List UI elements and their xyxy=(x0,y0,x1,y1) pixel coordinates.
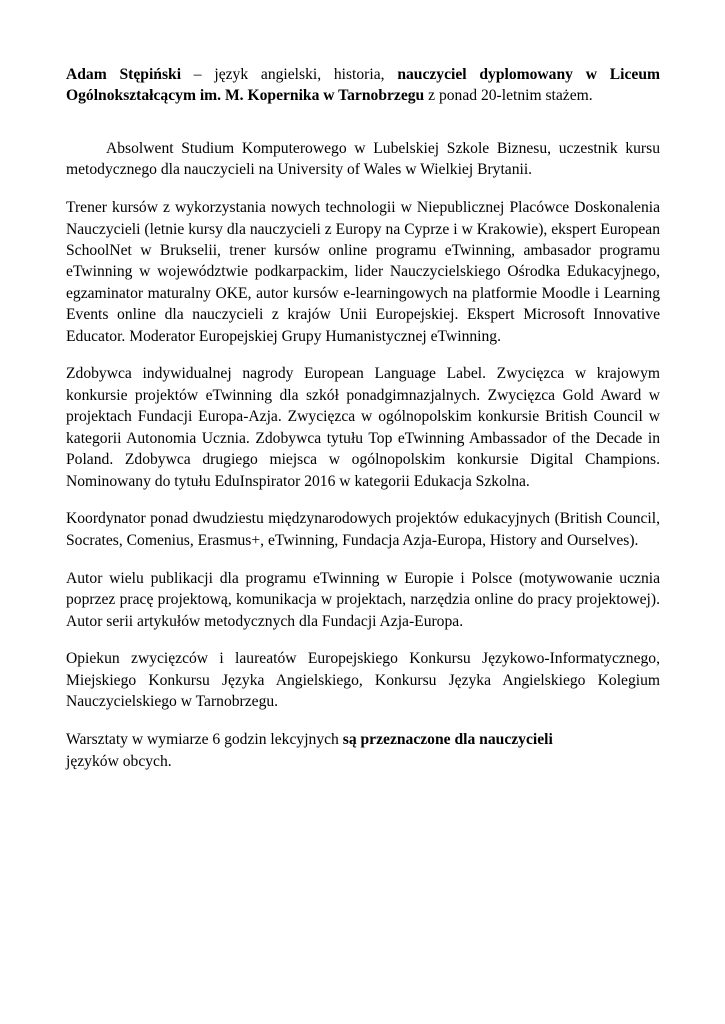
workshop-paragraph xyxy=(66,729,660,772)
document-page xyxy=(66,64,660,788)
author-name: Adam Stępiński xyxy=(66,66,182,83)
publications-paragraph: Autor wielu publikacji dla programu eTwinning w Europie i Polsce (motywowanie ucznia poprzez pracę projektową, komunikacja w projektach, narzędzia online do pracy projektowej). Autor serii artykułów metodycznych dla Fundacji Azja-Europa. xyxy=(66,569,660,630)
mentor-paragraph: Opiekun zwycięzców i laureatów Europejskiego Konkursu Językowo-Informatycznego, Miejskiego Konkursu Języka Angielskiego, Konkursu Języka Angielskiego Kolegium Nauczycielskiego w Tarnobrzegu. xyxy=(66,650,660,711)
workshop-audience: są przeznaczone dla nauczycieli xyxy=(342,731,553,749)
trainer-paragraph: Trener kursów z wykorzystania nowych technologii w Niepublicznej Placówce Doskonalenia Nauczycieli (letnie kursy dla nauczycieli z Europy na Cyprze i w Krakowie), ekspert European SchoolNet w Brukselii, trener kursów online programu eTwinning, ambasador programu eTwinning w województwie podkarpackim, lider Nauczycielskiego Ośrodka Edukacyjnego, egzaminator maturalny OKE, autor kursów e-learningowych na platformie Moodle i Learning Events online dla nauczycieli z krajów Unii Europejskiej. Ekspert Microsoft Innovative Educator. Moderator Europejskiej Grupy Humanistycznej eTwinning. xyxy=(66,199,660,345)
subjects-text: – język angielski, historia, xyxy=(181,66,398,83)
awards-paragraph: Zdobywca indywidualnej nagrody European Language Label. Zwycięzca w krajowym konkursie projektów eTwinning dla szkół ponadgimnazjalnych. Zwycięzca Gold Award w projektach Fundacji Europa-Azja. Zwycięzca w ogólnopolskim konkursie British Council w kategorii Autonomia Ucznia. Zdobywca tytułu Top eTwinning Ambassador of the Decade in Poland. Zdobywca drugiego miejsca w ogólnopolskim konkursie Digital Champions. Nominowany do tytułu EduInspirator 2016 w kategorii Edukacja Szkolna. xyxy=(66,365,660,490)
workshop-suffix: języków obcych. xyxy=(66,752,172,770)
intro-paragraph xyxy=(66,64,660,107)
experience-text: z ponad 20-letnim stażem. xyxy=(424,87,593,105)
teacher-title: nauczyciel dyplomowany w Liceum Ogólnokształcącym im. M. Kopernika w Tarnobrzegu xyxy=(66,66,660,105)
coordinator-paragraph: Koordynator ponad dwudziestu międzynarodowych projektów edukacyjnych (British Council, Socrates, Comenius, Erasmus+, eTwinning, Fundacja Azja-Europa, History and Ourselves). xyxy=(66,510,660,549)
workshop-prefix: Warsztaty w wymiarze 6 godzin lekcyjnych xyxy=(66,731,343,749)
education-paragraph: Absolwent Studium Komputerowego w Lubelskiej Szkole Biznesu, uczestnik kursu metodycznego dla nauczycieli na University of Wales w Wielkiej Brytanii. xyxy=(66,139,660,179)
